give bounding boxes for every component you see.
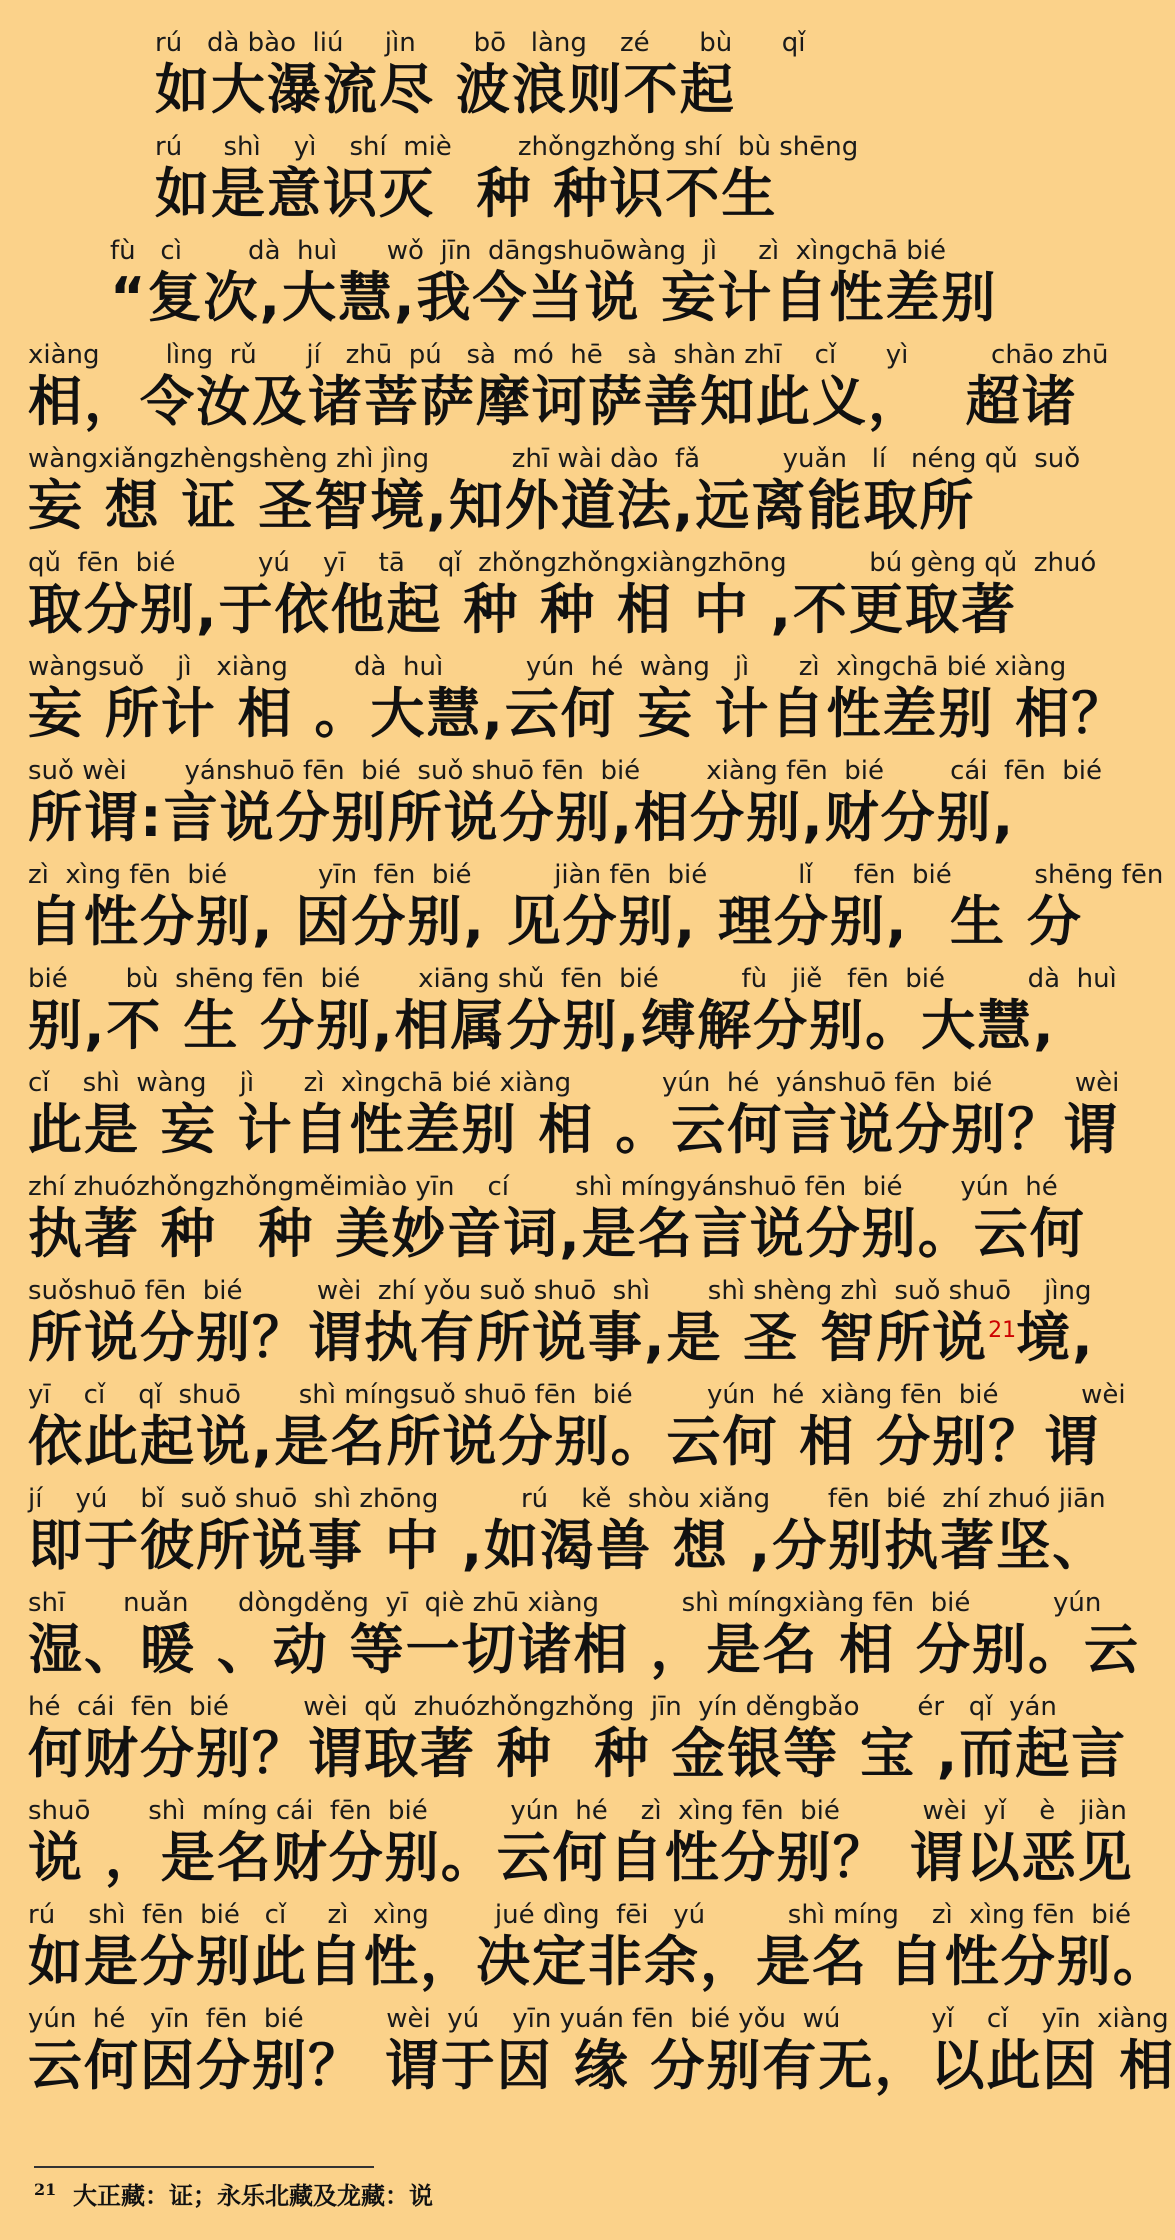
pinyin-line: rú shì fēn bié cǐ zì xìng jué dìng fēi yú shì míng zì xìng fēn bié <box>28 1900 1132 1930</box>
hanzi-line: 取分别,于依他起 种 种 相 中 ,不更取著 <box>28 578 1018 641</box>
verse-line <box>0 28 1080 120</box>
verse-line <box>0 340 1109 433</box>
footnote-ref[interactable]: 21 <box>988 1318 1017 1343</box>
hanzi-line: 别,不 生 分别,相属分别,缚解分别。大慧, <box>28 994 1056 1057</box>
pinyin-line: wàngxiǎngzhèngshèng zhì jìng zhī wài dào fǎ yuǎn lí néng qǔ suǒ <box>28 444 1081 474</box>
hanzi-line: 即于彼所说事 中 ,如渴兽 想 ,分别执著坚、 <box>28 1514 1109 1577</box>
pinyin-line: rú shì yì shí miè zhǒngzhǒng shí bù shēng <box>155 132 859 162</box>
pinyin-line: shuō shì míng cái fēn bié yún hé zì xìng fēn bié wèi yǐ è jiàn <box>28 1796 1127 1826</box>
verse-line <box>0 1796 1134 1889</box>
verse-line <box>0 1380 1126 1473</box>
pinyin-line: zì xìng fēn bié yīn fēn bié jiàn fēn bié lǐ fēn bié shēng fēn <box>28 860 1164 890</box>
hanzi-line: 依此起说,是名所说分别。云何 相 分别？谓 <box>28 1410 1101 1473</box>
verse-line <box>0 756 1102 849</box>
hanzi-line <box>28 1306 1095 1369</box>
verse-line <box>0 444 1080 536</box>
verse-line <box>0 652 1128 745</box>
pinyin-line: hé cái fēn bié wèi qǔ zhuózhǒngzhǒng jīn yín děngbǎo ér qǐ yán <box>28 1692 1057 1722</box>
pinyin-line: fù cì dà huì wǒ jīn dāngshuōwàng jì zì xìngchā bié <box>110 236 946 266</box>
hanzi-line: 湿、暖 、动 等一切诸相 ，是名 相 分别。云 <box>28 1618 1140 1681</box>
hanzi-line: 说 ，是名财分别。云何自性分别？ 谓以恶见 <box>28 1826 1134 1889</box>
hanzi-line: 此是 妄 计自性差别 相 。云何言说分别？谓 <box>28 1098 1120 1161</box>
verse-line <box>0 964 1117 1057</box>
verse-line <box>0 236 1080 328</box>
hanzi-line: 执著 种 种 美妙音词,是名言说分别。云何 <box>28 1202 1086 1265</box>
footnote-number: 21 <box>34 2180 57 2199</box>
pinyin-line: bié bù shēng fēn bié xiāng shǔ fēn bié fù jiě fēn bié dà huì <box>28 964 1117 994</box>
hanzi-line: 云何因分别？ 谓于因 缘 分别有无，以此因 相 <box>28 2034 1175 2097</box>
pinyin-line: yī cǐ qǐ shuō shì míngsuǒ shuō fēn bié yún hé xiàng fēn bié wèi <box>28 1380 1126 1410</box>
verse-line <box>0 2004 1175 2097</box>
pinyin-line: shī nuǎn dòngděng yī qiè zhū xiàng shì míngxiàng fēn bié yún <box>28 1588 1102 1618</box>
pinyin-line: rú dà bào liú jìn bō làng zé bù qǐ <box>155 28 806 58</box>
footnote-text: 大正藏：证；永乐北藏及龙藏：说 <box>72 2181 433 2210</box>
hanzi-line: 如是意识灭 种 种识不生 <box>155 162 778 225</box>
hanzi-line: 所谓:言说分别所说分别,相分别,财分别, <box>28 786 1016 849</box>
pinyin-line: suǒshuō fēn bié wèi zhí yǒu suǒ shuō shì shì shèng zhì suǒ shuō jìng <box>28 1276 1092 1306</box>
pinyin-line: cǐ shì wàng jì zì xìngchā bié xiàng yún hé yánshuō fēn bié wèi <box>28 1068 1120 1098</box>
hanzi-line: 妄 想 证 圣智境,知外道法,远离能取所 <box>28 474 976 537</box>
hanzi-segment: 所说分别？谓执有所说事,是 圣 智所说 <box>28 1306 989 1369</box>
footnote <box>34 2176 433 2211</box>
pinyin-line: wàngsuǒ jì xiàng dà huì yún hé wàng jì zì xìngchā bié xiàng <box>28 652 1067 682</box>
verse-line <box>0 1068 1120 1161</box>
pinyin-line: zhí zhuózhǒngzhǒngměimiào yīn cí shì míngyánshuō fēn bié yún hé <box>28 1172 1058 1202</box>
verse-line <box>0 1588 1140 1681</box>
verse-line <box>0 860 1164 953</box>
verse-line <box>0 1172 1086 1265</box>
hanzi-line: “复次,大慧,我今当说 妄计自性差别 <box>110 266 998 329</box>
hanzi-line: 何财分别？谓取著 种 种 金银等 宝 ,而起言 <box>28 1722 1128 1785</box>
hanzi-line: 相，令汝及诸菩萨摩诃萨善知此义， 超诸 <box>28 370 1078 433</box>
verse-line <box>0 1276 1095 1369</box>
pinyin-line: xiàng lìng rǔ jí zhū pú sà mó hē sà shàn zhī cǐ yì chāo zhū <box>28 340 1109 370</box>
pinyin-line: qǔ fēn bié yú yī tā qǐ zhǒngzhǒngxiàngzhōng bú gèng qǔ zhuó <box>28 548 1097 578</box>
hanzi-line: 妄 所计 相 。大慧,云何 妄 计自性差别 相？ <box>28 682 1128 745</box>
hanzi-segment: 境, <box>1016 1306 1095 1369</box>
verse-line <box>0 1484 1109 1577</box>
pinyin-line: suǒ wèi yánshuō fēn bié suǒ shuō fēn bié xiàng fēn bié cái fēn bié <box>28 756 1102 786</box>
pinyin-line: jí yú bǐ suǒ shuō shì zhōng rú kě shòu xiǎng fēn bié zhí zhuó jiān <box>28 1484 1106 1514</box>
footnote-divider <box>34 2166 374 2168</box>
verse-line <box>0 1692 1128 1785</box>
verse-line <box>0 132 1080 224</box>
verse-line <box>0 548 1097 641</box>
verse-line <box>0 1900 1169 1993</box>
hanzi-line: 如大瀑流尽 波浪则不起 <box>155 58 736 121</box>
pinyin-line: yún hé yīn fēn bié wèi yú yīn yuán fēn bié yǒu wú yǐ cǐ yīn xiàng <box>28 2004 1169 2034</box>
hanzi-line: 如是分别此自性，决定非余，是名 自性分别。 <box>28 1930 1169 1993</box>
hanzi-line: 自性分别, 因分别, 见分别, 理分别, 生 分 <box>28 890 1083 953</box>
